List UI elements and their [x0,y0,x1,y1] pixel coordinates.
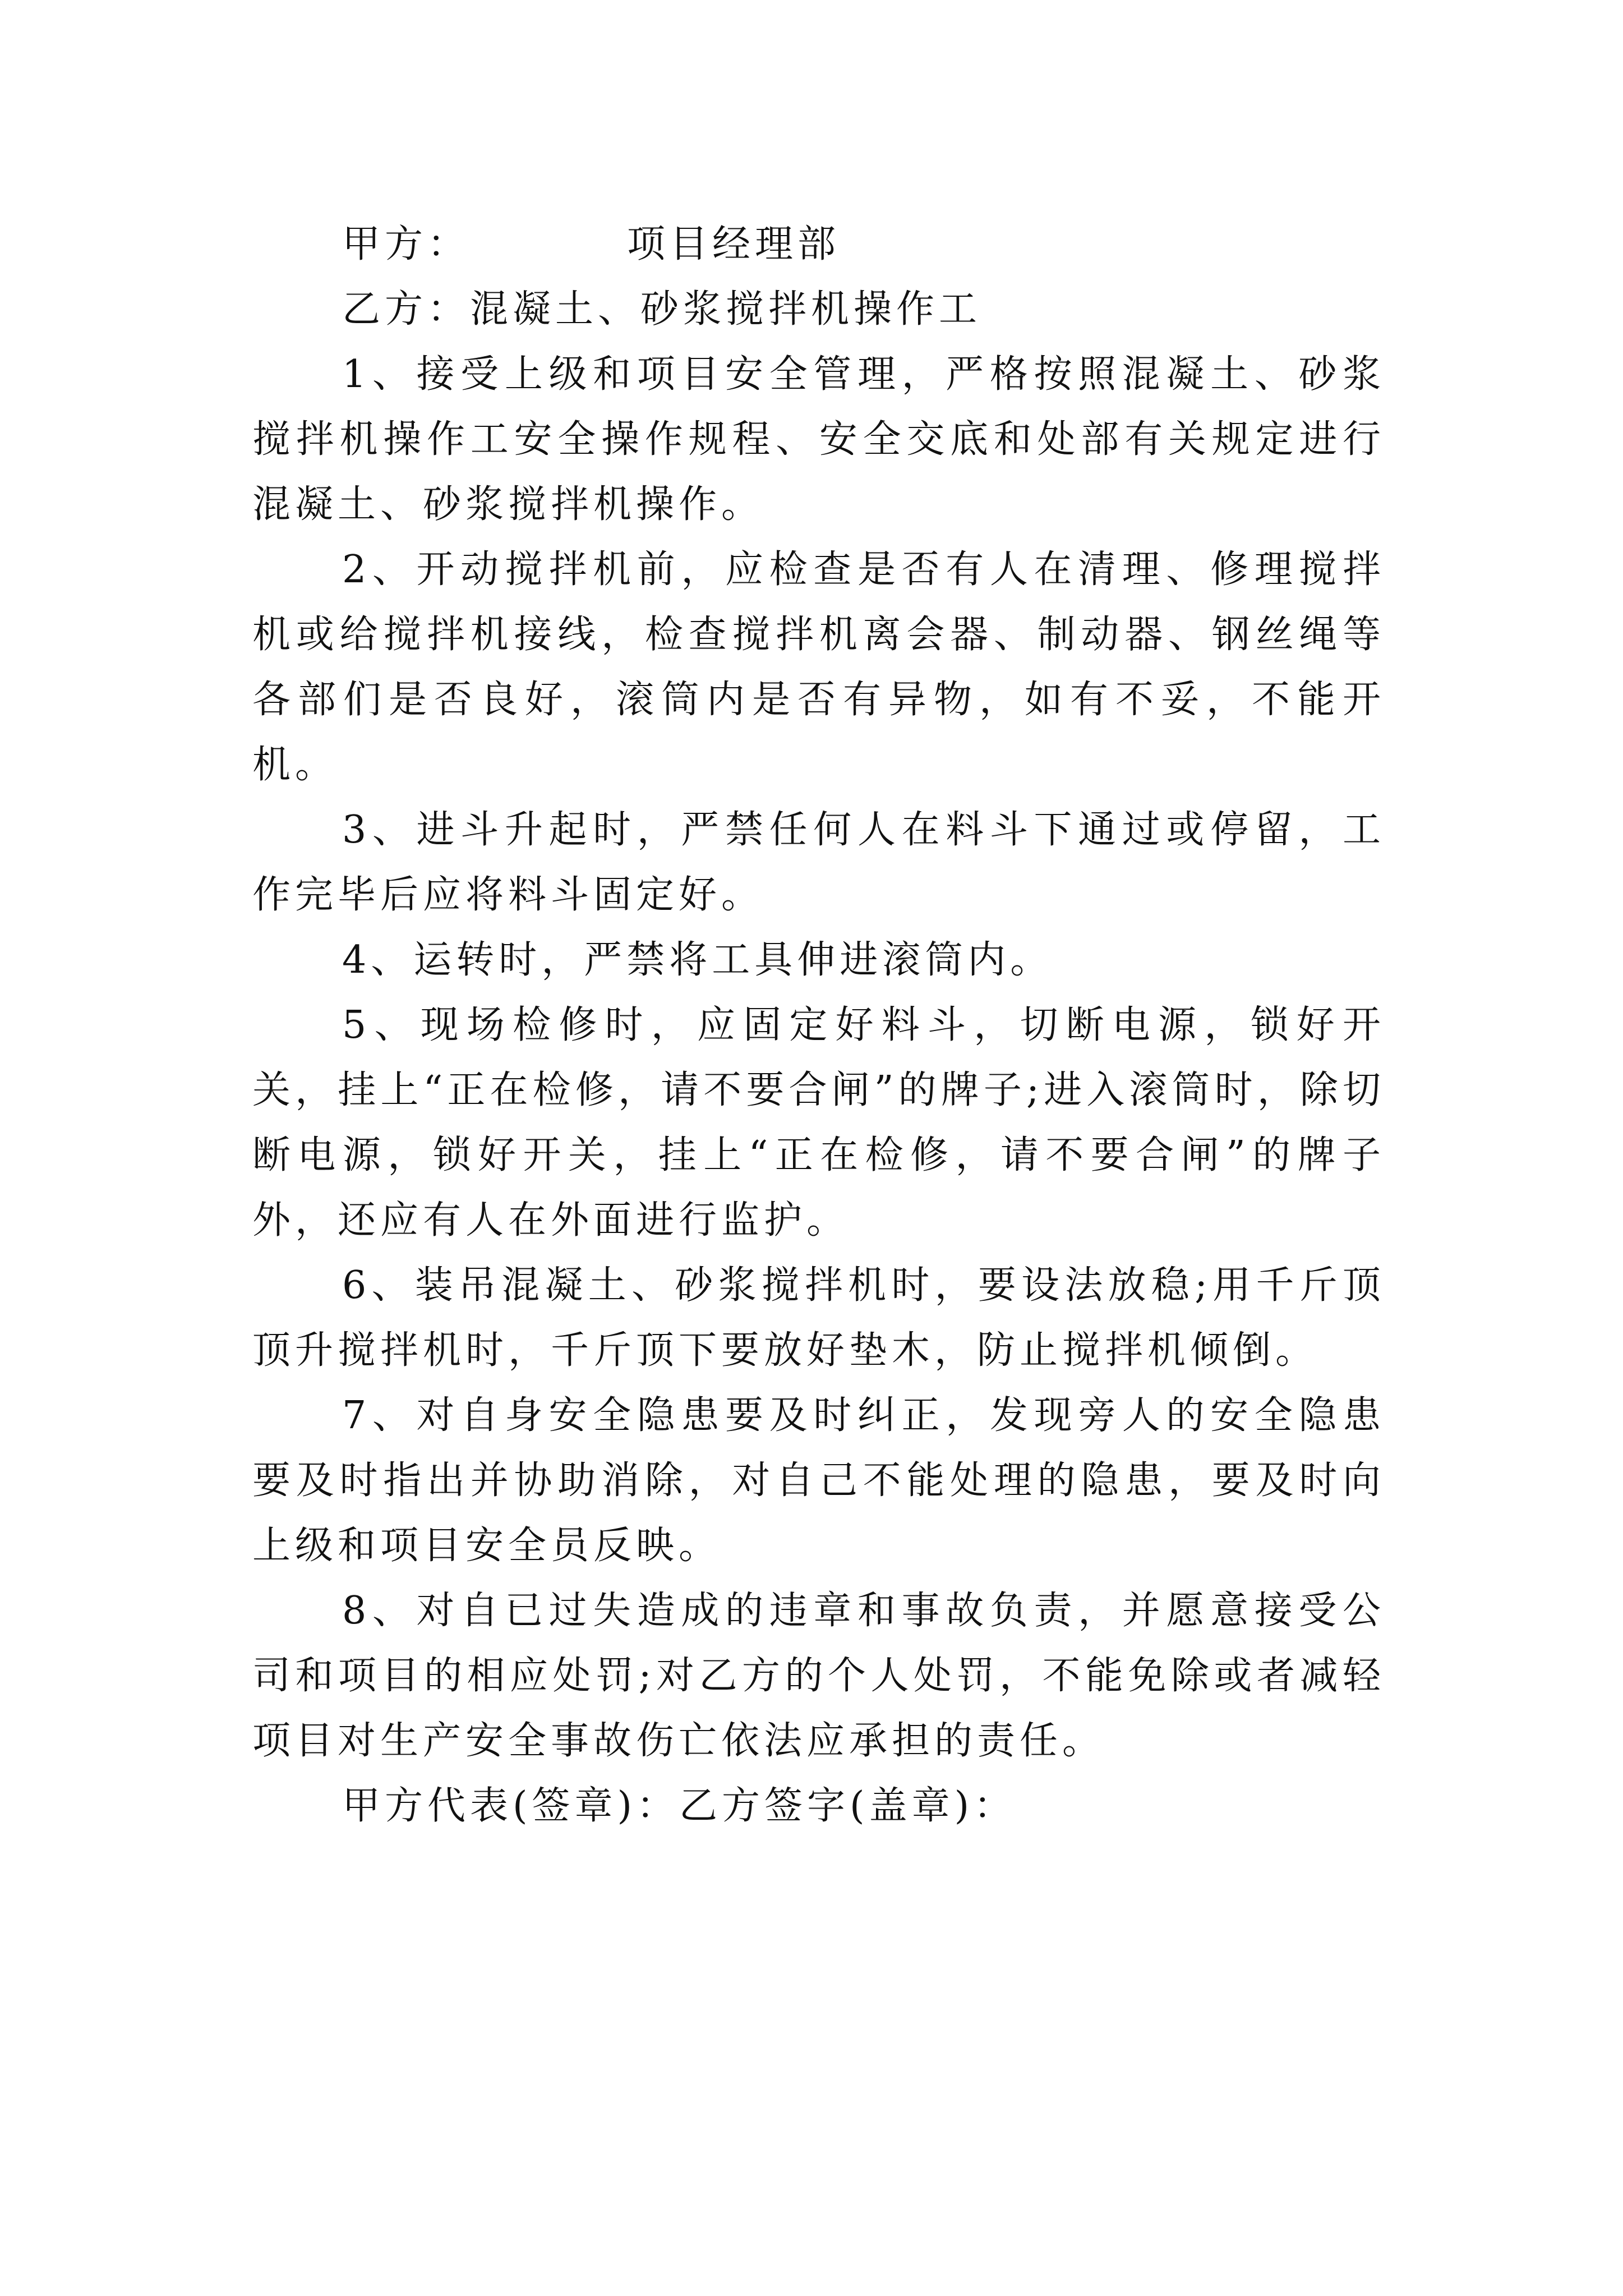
signature-line: 甲方代表(签章)：乙方签字(盖章)： [342,1784,1017,1828]
clause-4: 4、运转时，严禁将工具伸进滚筒内。 [342,938,1053,982]
party-a-label: 甲方： [342,222,471,266]
clause-1: 1、接受上级和项目安全管理，严格按照混凝土、砂浆搅拌机操作工安全操作规程、安全交底和处部有关规定进行混凝土、砂浆搅拌机操作。 [252,352,1385,527]
clause-8: 8、对自已过失造成的违章和事故负责，并愿意接受公司和项目的相应处罚;对乙方的个人处罚，不能免除或者减轻项目对生产安全事故伤亡依法应承担的责任。 [252,1589,1385,1763]
clause-2: 2、开动搅拌机前，应检查是否有人在清理、修理搅拌机或给搅拌机接线，检查搅拌机离会器、制动器、钢丝绳等各部们是否良好，滚筒内是否有异物，如有不妥，不能开机。 [252,547,1385,787]
party-a-line [252,212,1385,277]
clause-3: 3、进斗升起时，严禁任何人在料斗下通过或停留，工作完毕后应将料斗固定好。 [252,808,1385,917]
party-b-line: 乙方：混凝土、砂浆搅拌机操作工 [342,287,982,332]
clause-5: 5、现场检修时，应固定好料斗，切断电源，锁好开关，挂上“正在检修，请不要合闸”的牌子;进入滚筒时，除切断电源，锁好开关，挂上“正在检修，请不要合闸”的牌子外，还应有人在外面进行监护。 [252,1003,1385,1243]
clause-6: 6、装吊混凝土、砂浆搅拌机时，要设法放稳;用千斤顶顶升搅拌机时，千斤顶下要放好垫木，防止搅拌机倾倒。 [252,1263,1385,1373]
document-body [252,212,1385,1839]
party-a-value: 项目经理部 [627,222,841,266]
clause-7: 7、对自身安全隐患要及时纠正，发现旁人的安全隐患要及时指出并协助消除，对自己不能处理的隐患，要及时向上级和项目安全员反映。 [252,1393,1385,1568]
